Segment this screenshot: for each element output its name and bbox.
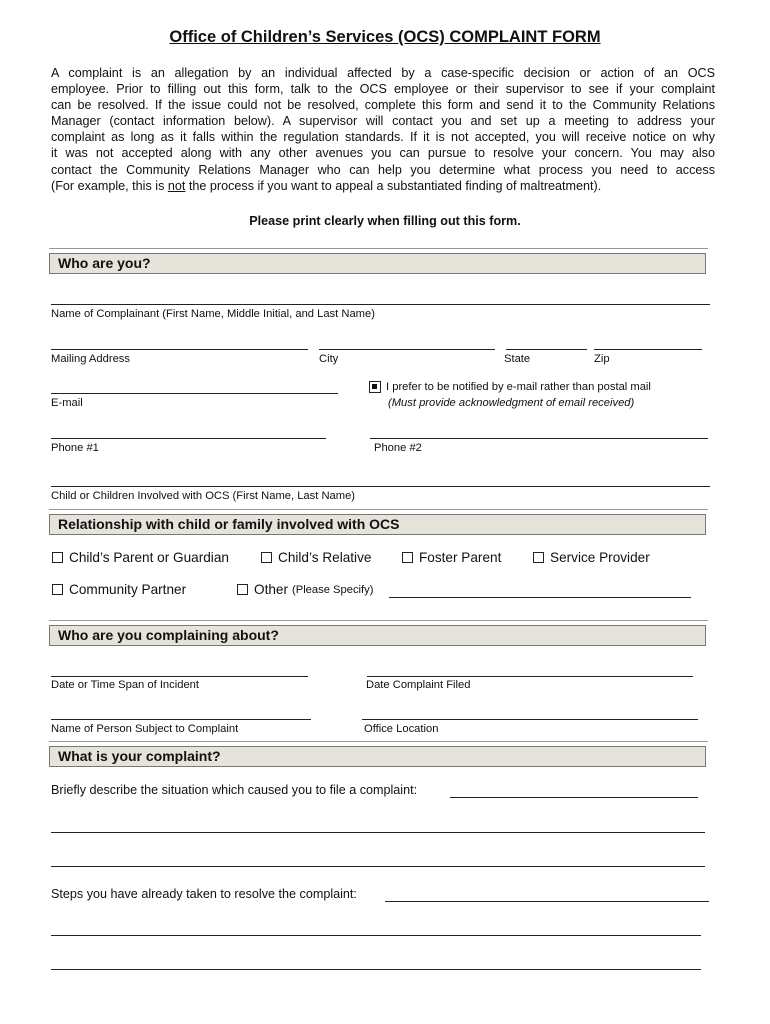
children-label: Child or Children Involved with OCS (First Name, Last Name) — [51, 490, 356, 502]
service-provider-checkbox[interactable] — [533, 552, 544, 563]
phone2-label: Phone #2 — [374, 442, 422, 454]
email-label: E-mail — [51, 397, 83, 409]
intro-line-last: (For example, this is not the process if you want to appeal a substantiated finding of maltreatment). — [51, 178, 602, 193]
parent-label: Child’s Parent or Guardian — [69, 550, 229, 565]
section-header-relationship: Relationship with child or family involved with OCS — [49, 514, 706, 535]
intro-line: can be resolved. If the issue could not be resolved, complete this form and send it to the Community Relations — [51, 98, 715, 113]
date-incident-label: Date or Time Span of Incident — [51, 679, 200, 691]
person-subject-label: Name of Person Subject to Complaint — [51, 723, 239, 735]
relative-checkbox[interactable] — [261, 552, 272, 563]
steps-field-line-1[interactable] — [385, 901, 709, 902]
date-filed-field[interactable] — [367, 676, 693, 677]
state-label: State — [504, 353, 531, 365]
print-instruction: Please print clearly when filling out this form. — [249, 214, 521, 228]
steps-field-line-2[interactable] — [51, 935, 701, 936]
section-header-complaint: What is your complaint? — [49, 746, 706, 767]
foster-parent-label: Foster Parent — [419, 550, 502, 565]
option-other[interactable] — [237, 582, 373, 597]
underlined-not: not — [167, 178, 186, 193]
option-foster-parent[interactable] — [402, 550, 501, 565]
other-specify-field[interactable] — [389, 597, 691, 598]
section-header-complaining-about: Who are you complaining about? — [49, 625, 706, 646]
zip-label: Zip — [594, 353, 610, 365]
email-field[interactable] — [51, 393, 338, 394]
email-preference-option[interactable] — [369, 381, 651, 393]
option-community-partner[interactable] — [52, 582, 186, 597]
person-subject-field[interactable] — [51, 719, 311, 720]
intro-line: complaint as long as it falls within the regulation standards. If it is not accepted, you will receive notice on why — [51, 130, 715, 145]
relative-label: Child’s Relative — [278, 550, 372, 565]
describe-field-line-2[interactable] — [51, 832, 705, 833]
parent-checkbox[interactable] — [52, 552, 63, 563]
other-checkbox[interactable] — [237, 584, 248, 595]
intro-line: A complaint is an allegation by an individual affected by a case-specific decision or action of an OCS — [51, 66, 715, 80]
name-label: Name of Complainant (First Name, Middle Initial, and Last Name) — [51, 308, 375, 320]
other-specify-label: (Please Specify) — [292, 583, 374, 596]
intro-paragraph — [51, 65, 715, 194]
intro-line: contact the Community Relations Manager who can help you determine what process you need to access — [51, 162, 715, 177]
describe-field-line-1[interactable] — [450, 797, 698, 798]
intro-line: employee. Prior to filling out this form, talk to the OCS employee or their supervisor to see if your complaint — [51, 82, 715, 97]
option-parent[interactable] — [52, 550, 229, 565]
foster-parent-checkbox[interactable] — [402, 552, 413, 563]
email-preference-checkbox[interactable] — [369, 381, 381, 393]
option-service-provider[interactable] — [533, 550, 650, 565]
form-title: Office of Children’s Services (OCS) COMPLAINT FORM — [169, 28, 601, 46]
mailing-address-field[interactable] — [51, 349, 308, 350]
section-header-who-are-you: Who are you? — [49, 253, 706, 274]
intro-line: it was not accepted along with any other avenues you can pursue to resolve your concern. You may also — [51, 146, 715, 161]
community-partner-checkbox[interactable] — [52, 584, 63, 595]
option-relative[interactable] — [261, 550, 371, 565]
mailing-address-label: Mailing Address — [51, 353, 130, 365]
email-preference-label: I prefer to be notified by e-mail rather than postal mail — [386, 381, 651, 393]
date-incident-field[interactable] — [51, 676, 308, 677]
state-field[interactable] — [506, 349, 587, 350]
email-preference-note: (Must provide acknowledgment of email received) — [388, 397, 635, 409]
describe-question: Briefly describe the situation which caused you to file a complaint: — [51, 783, 418, 797]
steps-question: Steps you have already taken to resolve the complaint: — [51, 887, 357, 901]
city-field[interactable] — [319, 349, 495, 350]
phone1-field[interactable] — [51, 438, 326, 439]
community-partner-label: Community Partner — [69, 582, 187, 597]
office-location-field[interactable] — [362, 719, 698, 720]
other-label: Other — [254, 582, 288, 597]
service-provider-label: Service Provider — [550, 550, 650, 565]
zip-field[interactable] — [594, 349, 702, 350]
children-field[interactable] — [51, 486, 710, 487]
describe-field-line-3[interactable] — [51, 866, 705, 867]
office-location-label: Office Location — [364, 723, 439, 735]
date-filed-label: Date Complaint Filed — [366, 679, 471, 691]
intro-line: Manager (contact information below). A supervisor will contact you and set up a meeting to address your — [51, 114, 715, 129]
city-label: City — [319, 353, 339, 365]
phone2-field[interactable] — [370, 438, 708, 439]
phone1-label: Phone #1 — [51, 442, 99, 454]
steps-field-line-3[interactable] — [51, 969, 701, 970]
name-field[interactable] — [51, 304, 710, 305]
